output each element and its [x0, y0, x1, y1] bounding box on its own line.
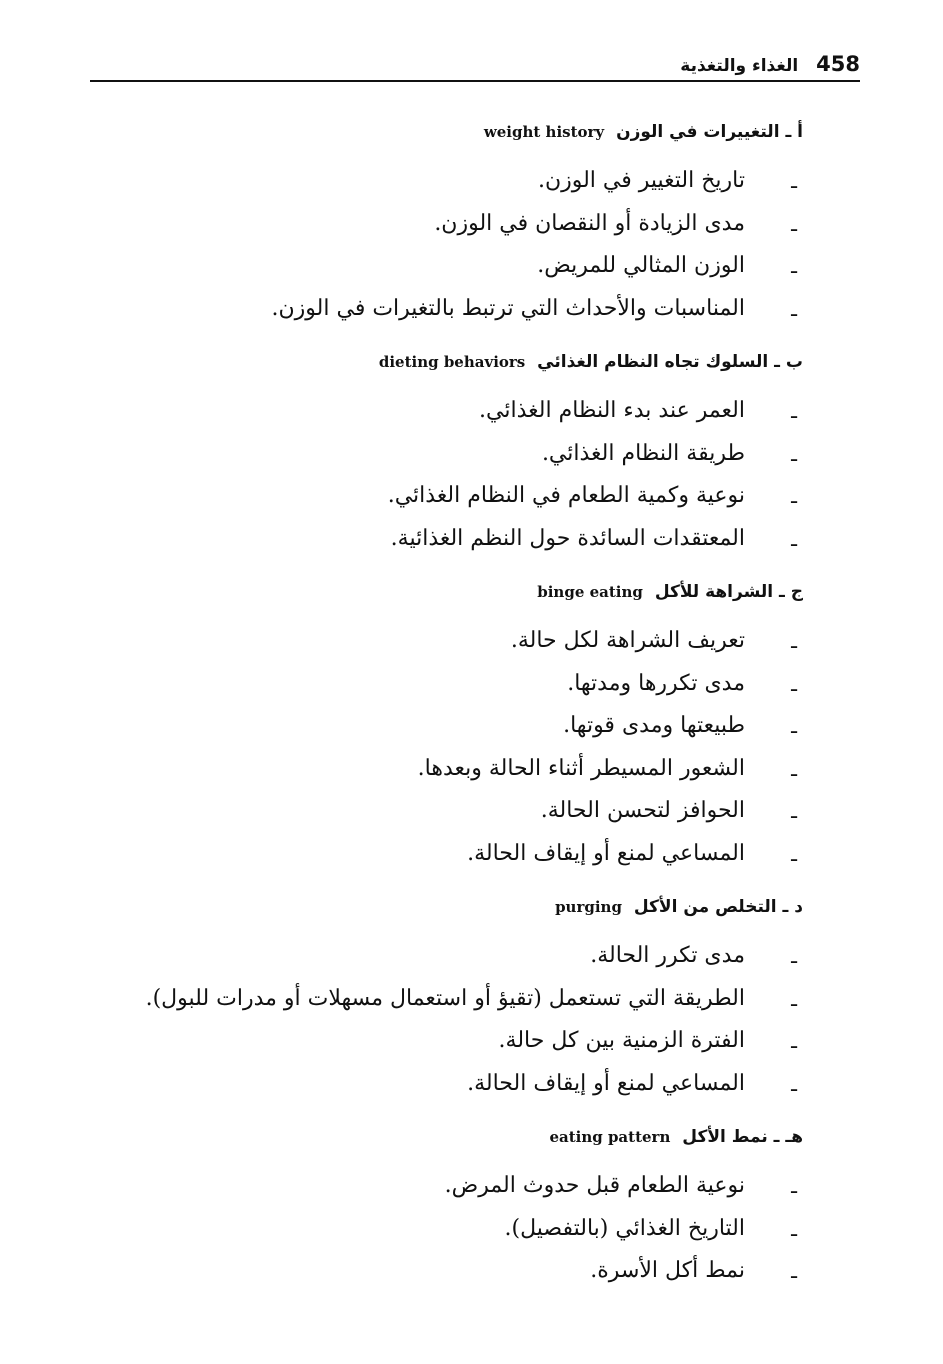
- list-item-text: المساعي لمنع أو إيقاف الحالة.: [467, 1070, 745, 1096]
- list-item: [120, 288, 803, 331]
- list-item-text: الوزن المثالي للمريض.: [537, 253, 745, 278]
- list-item: [120, 433, 803, 476]
- list-item-text: طريقة النظام الغذائي.: [541, 440, 745, 466]
- dash-bullet: ـ: [791, 441, 797, 466]
- section-heading-arabic: ب ـ السلوك تجاه النظام الغذائي: [537, 352, 803, 372]
- page-body: [120, 112, 803, 1293]
- dash-bullet: ـ: [791, 756, 797, 781]
- dash-bullet: ـ: [791, 944, 797, 968]
- dash-bullet: ـ: [791, 714, 797, 738]
- list-item: [120, 1250, 803, 1293]
- list-item: [120, 1165, 803, 1208]
- list-item: [120, 1063, 803, 1106]
- list-item: [120, 620, 803, 663]
- list-item: [120, 935, 803, 978]
- list-item: [120, 663, 803, 706]
- list-item: [120, 978, 803, 1021]
- list-item: [120, 518, 803, 561]
- section-heading-english: weight history: [483, 123, 605, 141]
- bullet-list: [120, 935, 803, 1105]
- section-weight-history: [120, 112, 803, 330]
- dash-bullet: ـ: [791, 799, 797, 823]
- list-item-text: تعريف الشراهة لكل حالة.: [510, 628, 745, 653]
- bullet-list: [120, 390, 803, 560]
- section-heading-english: binge eating: [537, 583, 643, 601]
- dash-bullet: ـ: [791, 526, 797, 551]
- list-item: [120, 1208, 803, 1251]
- list-item-text: المساعي لمنع أو إيقاف الحالة.: [467, 840, 745, 866]
- list-item: [120, 833, 803, 876]
- list-item: [120, 475, 803, 518]
- section-heading-arabic: د ـ التخلص من الأكل: [633, 897, 803, 917]
- list-item-text: الحوافز لتحسن الحالة.: [540, 798, 745, 823]
- list-item-text: نوعية الطعام قبل حدوث المرض.: [444, 1173, 745, 1198]
- dash-bullet: ـ: [791, 399, 797, 423]
- page-number: 458: [816, 52, 860, 76]
- list-item-text: نمط أكل الأسرة.: [590, 1258, 745, 1283]
- section-heading-english: eating pattern: [549, 1128, 671, 1146]
- dash-bullet: ـ: [791, 629, 797, 653]
- list-item: [120, 748, 803, 791]
- dash-bullet: ـ: [791, 1216, 797, 1241]
- list-item: [120, 160, 803, 203]
- section-heading-arabic: ج ـ الشراهة للأكل: [654, 582, 803, 602]
- dash-bullet: ـ: [791, 1174, 797, 1198]
- list-item-text: الفترة الزمنية بين كل حالة.: [498, 1028, 745, 1053]
- dash-bullet: ـ: [791, 169, 797, 193]
- list-item-text: مدى تكررها ومدتها.: [567, 670, 745, 696]
- list-item-text: التاريخ الغذائي (بالتفصيل).: [504, 1215, 745, 1241]
- list-item-text: المناسبات والأحداث التي ترتبط بالتغيرات في الوزن.: [271, 295, 745, 321]
- section-heading-english: purging: [555, 898, 622, 916]
- list-item-text: مدى تكرر الحالة.: [590, 943, 745, 968]
- section-binge-eating: [120, 572, 803, 875]
- section-heading: [120, 112, 803, 152]
- bullet-list: [120, 1165, 803, 1293]
- list-item-text: العمر عند بدء النظام الغذائي.: [479, 398, 745, 423]
- section-eating-pattern: [120, 1117, 803, 1293]
- list-item-text: نوعية وكمية الطعام في النظام الغذائي.: [387, 483, 745, 508]
- bullet-list: [120, 160, 803, 330]
- section-heading-arabic: هـ ـ نمط الأكل: [682, 1127, 803, 1147]
- section-heading: [120, 342, 803, 382]
- dash-bullet: ـ: [791, 1029, 797, 1053]
- section-heading-arabic: أ ـ التغييرات في الوزن: [616, 122, 803, 142]
- dash-bullet: ـ: [791, 1071, 797, 1096]
- dash-bullet: ـ: [791, 671, 797, 696]
- section-heading: [120, 887, 803, 927]
- dash-bullet: ـ: [791, 254, 797, 278]
- list-item: [120, 790, 803, 833]
- list-item: [120, 705, 803, 748]
- section-heading: [120, 572, 803, 612]
- dash-bullet: ـ: [791, 986, 797, 1011]
- section-heading: [120, 1117, 803, 1157]
- section-dieting-behaviors: [120, 342, 803, 560]
- running-header: [90, 42, 860, 82]
- list-item-text: طبيعتها ومدى قوتها.: [563, 713, 745, 738]
- dash-bullet: ـ: [791, 841, 797, 866]
- dash-bullet: ـ: [791, 296, 797, 321]
- dash-bullet: ـ: [791, 211, 797, 236]
- list-item-text: الشعور المسيطر أثناء الحالة وبعدها.: [417, 755, 745, 781]
- list-item: [120, 1020, 803, 1063]
- list-item: [120, 390, 803, 433]
- list-item-text: تاريخ التغيير في الوزن.: [537, 168, 745, 193]
- list-item-text: المعتقدات السائدة حول النظم الغذائية.: [390, 525, 745, 551]
- list-item: [120, 245, 803, 288]
- section-purging: [120, 887, 803, 1105]
- running-title: الغذاء والتغذية: [680, 56, 799, 76]
- section-heading-english: dieting behaviors: [378, 353, 526, 371]
- dash-bullet: ـ: [791, 484, 797, 508]
- list-item: [120, 203, 803, 246]
- dash-bullet: ـ: [791, 1259, 797, 1283]
- list-item-text: مدى الزيادة أو النقصان في الوزن.: [434, 210, 745, 236]
- bullet-list: [120, 620, 803, 875]
- list-item-text: الطريقة التي تستعمل (تقيؤ أو استعمال مسهلات أو مدرات للبول).: [145, 985, 745, 1011]
